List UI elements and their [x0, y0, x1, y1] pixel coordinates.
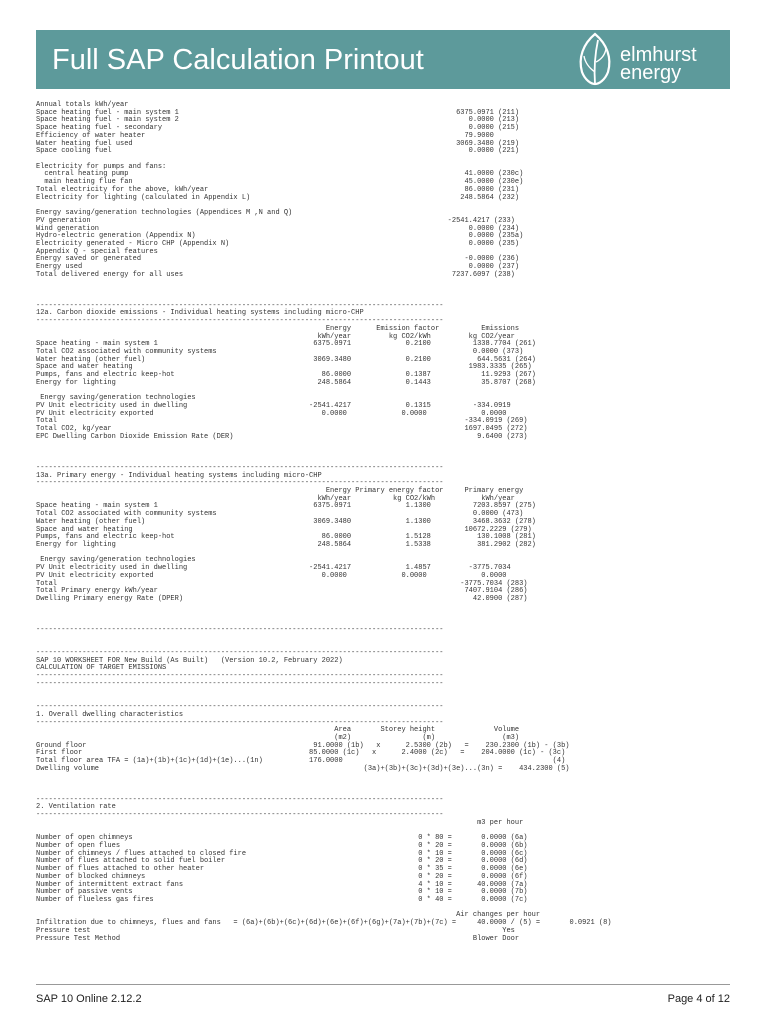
section-rule: -------------------------------------------------------------------------------------------------: [36, 479, 444, 488]
worksheet-line: Annual totals kWh/year: [36, 101, 129, 109]
section-rule: -------------------------------------------------------------------------------------------------: [36, 649, 444, 658]
worksheet-line: Total -334.0919 (269): [36, 417, 528, 426]
section-rule: -------------------------------------------------------------------------------------------------: [36, 301, 444, 310]
worksheet-line: Appendix Q - special features: [36, 247, 158, 256]
worksheet-line: Number of passive vents 0 * 10 = 0.0000 (7b): [36, 888, 528, 897]
leaf-logo-icon: [574, 32, 616, 86]
page-number: Page 4 of 12: [667, 993, 730, 1005]
worksheet-line: Number of flues attached to other heater 0 * 35 = 0.0000 (6e): [36, 865, 528, 874]
elmhurst-logo: [574, 32, 724, 86]
section-rule: -------------------------------------------------------------------------------------------------: [36, 811, 444, 820]
worksheet-line: Electricity for lighting (calculated in Appendix L) 248.5864 (232): [36, 193, 520, 202]
section-rule: -------------------------------------------------------------------------------------------------: [36, 625, 444, 634]
worksheet-line: Total floor area TFA = (1a)+(1b)+(1c)+(1d)+(1e)...(1n) 176.0000 (4): [36, 757, 566, 766]
worksheet-line: Space and water heating 1983.3335 (265): [36, 363, 532, 372]
worksheet-line: Energy saving/generation technologies: [36, 394, 196, 403]
worksheet-line: [36, 689, 730, 697]
page-footer: [36, 984, 730, 1005]
worksheet-line: Water heating (other fuel) 3069.3480 0.2100 644.5631 (264): [36, 355, 536, 364]
worksheet-line: CALCULATION OF TARGET EMISSIONS: [36, 664, 167, 673]
worksheet-line: Area Storey height Volume: [36, 726, 520, 735]
page-header: [36, 30, 730, 89]
worksheet-line: Efficiency of water heater 79.9000: [36, 131, 494, 140]
worksheet-line: Number of flues attached to solid fuel boiler 0 * 20 = 0.0000 (6d): [36, 857, 528, 866]
worksheet-line: Space and water heating 10672.2229 (279): [36, 525, 532, 534]
section-rule: -------------------------------------------------------------------------------------------------: [36, 679, 444, 688]
worksheet-line: Space heating fuel - main system 2 0.0000 (213): [36, 116, 520, 125]
worksheet-line: Wind generation 0.0000 (234): [36, 224, 520, 233]
worksheet-line: [36, 442, 730, 450]
worksheet-line: Total Primary energy kWh/year 7407.9104 (286): [36, 587, 528, 596]
worksheet-line: Air changes per hour: [36, 911, 541, 920]
worksheet-line: PV Unit electricity exported 0.0000 0.0000 0.0000: [36, 571, 507, 580]
page-title: Full SAP Calculation Printout: [52, 44, 424, 76]
worksheet-line: [36, 611, 730, 619]
worksheet-line: Pressure test Yes: [36, 926, 515, 935]
section-rule: -------------------------------------------------------------------------------------------------: [36, 463, 444, 472]
software-version: SAP 10 Online 2.12.2: [36, 993, 142, 1005]
worksheet-line: Space heating fuel - secondary 0.0000 (215): [36, 124, 520, 133]
worksheet-line: 2. Ventilation rate: [36, 803, 116, 812]
worksheet-line: Total CO2, kg/year 1697.0495 (272): [36, 425, 528, 434]
section-rule: -------------------------------------------------------------------------------------------------: [36, 718, 444, 727]
worksheet-line: kWh/year kg CO2/kWh kWh/year: [36, 494, 515, 503]
worksheet-line: [36, 774, 730, 782]
worksheet-line: Energy for lighting 248.5864 1.5338 381.2902 (282): [36, 540, 536, 549]
worksheet-line: (m2) (m) (m3): [36, 733, 520, 742]
worksheet-body: [36, 102, 730, 943]
worksheet-line: Number of intermittent extract fans 4 * 10 = 40.0000 (7a): [36, 880, 528, 889]
brand-name-line2: energy: [620, 62, 682, 84]
worksheet-line: Energy saved or generated -0.0000 (236): [36, 255, 520, 264]
section-rule: -------------------------------------------------------------------------------------------------: [36, 317, 444, 326]
worksheet-line: Total delivered energy for all uses 7237.6097 (238): [36, 270, 515, 279]
worksheet-line: [36, 635, 730, 643]
brand-name-line1: elmhurst: [620, 44, 697, 66]
worksheet-line: Number of flueless gas fires 0 * 40 = 0.0000 (7c): [36, 896, 528, 905]
worksheet-line: EPC Dwelling Carbon Dioxide Emission Rate (DER) 9.6400 (273): [36, 432, 528, 441]
worksheet-line: PV Unit electricity used in dwelling -2541.4217 1.4857 -3775.7034: [36, 564, 511, 573]
worksheet-line: Space heating fuel - main system 1 6375.0971 (211): [36, 108, 520, 117]
worksheet-line: Number of blocked chimneys 0 * 20 = 0.0000 (6f): [36, 872, 528, 881]
worksheet-line: Ground floor 91.0000 (1b) x 2.5300 (2b) = 230.2300 (1b) - (3b): [36, 741, 570, 750]
worksheet-line: SAP 10 WORKSHEET FOR New Build (As Built) (Version 10.2, February 2022): [36, 656, 343, 665]
worksheet-line: Electricity generated - Micro CHP (Appendix N) 0.0000 (235): [36, 239, 520, 248]
worksheet-line: [36, 449, 730, 457]
worksheet-line: main heating flue fan 45.0000 (230e): [36, 178, 524, 187]
worksheet-line: Space heating - main system 1 6375.0971 0.2100 1338.7704 (261): [36, 340, 536, 349]
worksheet-line: Pumps, fans and electric keep-hot 86.0000 0.1387 11.9293 (267): [36, 371, 536, 380]
worksheet-line: Number of open chimneys 0 * 80 = 0.0000 (6a): [36, 834, 528, 843]
worksheet-line: Energy saving/generation technologies (Appendices M ,N and Q): [36, 209, 293, 218]
worksheet-line: 13a. Primary energy - Individual heating systems including micro-CHP: [36, 471, 322, 480]
worksheet-line: Pressure Test Method Blower Door: [36, 934, 520, 943]
worksheet-line: [36, 781, 730, 789]
worksheet-line: [36, 287, 730, 295]
worksheet-line: Hydro-electric generation (Appendix N) 0.0000 (235a): [36, 232, 524, 241]
worksheet-line: Dwelling volume (3a)+(3b)+(3c)+(3d)+(3e)...(3n) = 434.2300 (5): [36, 764, 570, 773]
worksheet-line: Space heating - main system 1 6375.0971 1.1300 7203.8597 (275): [36, 502, 536, 511]
worksheet-line: m3 per hour: [36, 818, 524, 827]
section-rule: -------------------------------------------------------------------------------------------------: [36, 795, 444, 804]
worksheet-line: Infiltration due to chimneys, flues and fans = (6a)+(6b)+(6c)+(6d)+(6e)+(6f)+(6g)+(7a)+(7b)+(7c) = 40.0000 / (5) = 0.0921 (8): [36, 919, 612, 928]
worksheet-line: Energy Emission factor Emissions: [36, 324, 520, 333]
worksheet-line: Dwelling Primary energy Rate (DPER) 42.0900 (287): [36, 595, 528, 603]
worksheet-line: kWh/year kg CO2/kWh kg CO2/year: [36, 332, 515, 341]
worksheet-line: Pumps, fans and electric keep-hot 86.0000 1.5128 130.1008 (281): [36, 533, 536, 542]
worksheet-line: Total electricity for the above, kWh/year 86.0000 (231): [36, 185, 520, 194]
worksheet-line: Energy saving/generation technologies: [36, 556, 196, 565]
section-rule: -------------------------------------------------------------------------------------------------: [36, 703, 444, 712]
worksheet-line: Total CO2 associated with community systems 0.0000 (373): [36, 348, 524, 356]
worksheet-line: 12a. Carbon dioxide emissions - Individual heating systems including micro-CHP: [36, 309, 364, 318]
section-rule: -------------------------------------------------------------------------------------------------: [36, 672, 444, 681]
worksheet-line: [36, 604, 730, 612]
worksheet-line: Number of open flues 0 * 20 = 0.0000 (6b): [36, 842, 528, 850]
worksheet-line: Total -3775.7034 (283): [36, 579, 528, 588]
worksheet-line: First floor 85.0000 (1c) x 2.4000 (2c) = 204.0000 (1c) - (3c): [36, 749, 566, 758]
worksheet-line: PV Unit electricity exported 0.0000 0.0000 0.0000: [36, 409, 507, 418]
worksheet-line: Number of chimneys / flues attached to closed fire 0 * 10 = 0.0000 (6c): [36, 849, 528, 858]
worksheet-line: [36, 280, 730, 288]
worksheet-line: PV generation -2541.4217 (233): [36, 216, 515, 225]
worksheet-line: Energy Primary energy factor Primary energy: [36, 486, 524, 495]
worksheet-line: PV Unit electricity used in dwelling -2541.4217 0.1315 -334.0919: [36, 402, 511, 411]
worksheet-line: central heating pump 41.0000 (230c): [36, 170, 524, 179]
worksheet-line: Water heating (other fuel) 3069.3480 1.1300 3468.3632 (278): [36, 517, 536, 526]
worksheet-line: Electricity for pumps and fans:: [36, 162, 167, 171]
worksheet-line: Space cooling fuel 0.0000 (221): [36, 147, 520, 156]
worksheet-line: Energy used 0.0000 (237): [36, 263, 520, 272]
worksheet-line: 1. Overall dwelling characteristics: [36, 710, 184, 719]
worksheet-line: Water heating fuel used 3069.3480 (219): [36, 139, 520, 148]
worksheet-line: Energy for lighting 248.5864 0.1443 35.8707 (268): [36, 378, 536, 387]
worksheet-line: Total CO2 associated with community systems 0.0000 (473): [36, 510, 524, 519]
